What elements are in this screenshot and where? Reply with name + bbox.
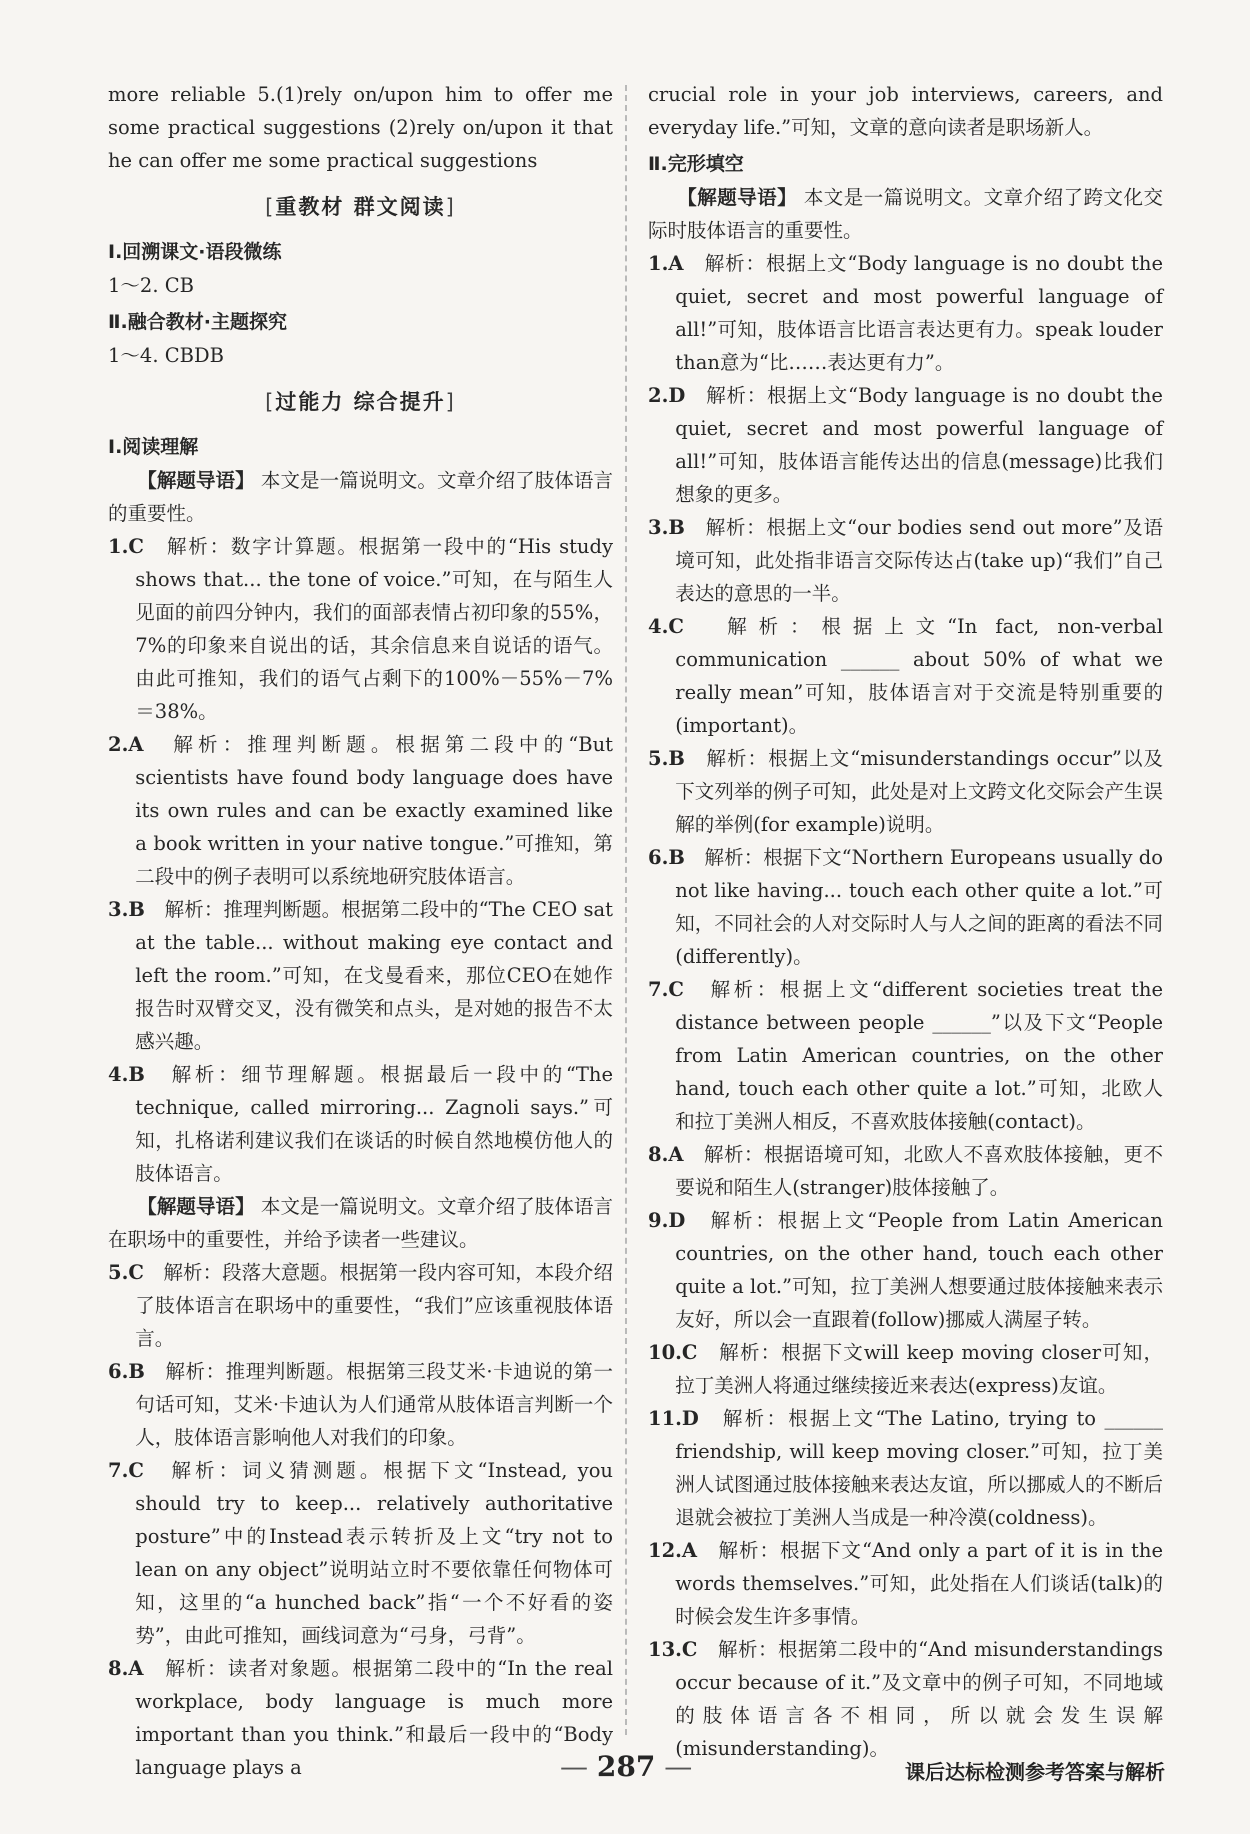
column-divider bbox=[625, 85, 627, 1735]
heading-cloze: Ⅱ.完形填空 bbox=[648, 153, 744, 175]
continued-text: crucial role in your job interviews, careers, and everyday life.”可知，文章的意向读者是职场新人。 bbox=[648, 83, 1163, 139]
heading-theme: Ⅱ.融合教材·主题探究 bbox=[108, 311, 287, 333]
answer-item: 8.A 解析：根据语境可知，北欧人不喜欢肢体接触，更不要说和陌生人(stranger)肢体接触了。 bbox=[648, 1143, 1163, 1199]
answer-item: 1.C 解析：数字计算题。根据第一段中的“His study shows that... the tone of voice.”可知，在与陌生人见面的前四分钟内，我们的面部表情占初印象的55%，7%的印象来自说出的话，其余信息来自说话的语气。由此可推知，我们的语气占剩下的100%－55%－7%＝38%。 bbox=[108, 535, 613, 723]
answer-item: 13.C 解析：根据第二段中的“And misunderstandings occur because of it.”及文章中的例子可知，不同地域的肢体语言各不相同，所以就会发生误解(misunderstanding)。 bbox=[648, 1638, 1163, 1760]
answer-item: 2.A 解析：推理判断题。根据第二段中的“But scientists have found body language does have its own rules and can be exactly examined like a book written in your native tongue.”可推知，第二段中的例子表明可以系统地研究肢体语言。 bbox=[108, 733, 613, 888]
answer-item: 3.B 解析：推理判断题。根据第二段中的“The CEO sat at the table... without making eye contact and left the room.”可知，在戈曼看来，那位CEO在她作报告时双臂交叉，没有微笑和点头，是对她的报告不太感兴趣。 bbox=[108, 898, 613, 1053]
answer-item: 6.B 解析：推理判断题。根据第三段艾米·卡迪说的第一句话可知，艾米·卡迪认为人们通常从肢体语言判断一个人，肢体语言影响他人对我们的印象。 bbox=[108, 1360, 613, 1449]
footer-title: 课后达标检测参考答案与解析 bbox=[905, 1760, 1165, 1784]
answer-item: 4.C 解析：根据上文“In fact, non-verbal communication ______ about 50% of what we really mean”可知，肢体语言对于交流是特别重要的(important)。 bbox=[648, 615, 1163, 737]
answer-item: 4.B 解析：细节理解题。根据最后一段中的“The technique, called mirroring... Zagnoli says.”可知，扎格诺利建议我们在谈话的时候自然地模仿他人的肢体语言。 bbox=[108, 1063, 613, 1185]
section-title-reading: [重教材 群文阅读] bbox=[265, 195, 456, 219]
answer-item: 9.D 解析：根据上文“People from Latin American countries, on the other hand, touch each other quite a lot.”可知，拉丁美洲人想要通过肢体接触来表示友好，所以会一直跟着(follow)挪威人满屋子转。 bbox=[648, 1209, 1163, 1331]
intro-text: more reliable 5.(1)rely on/upon him to offer me some practical suggestions (2)rely on/upon it that he can offer me some practical suggestions bbox=[108, 83, 613, 172]
answer-item: 2.D 解析：根据上文“Body language is no doubt the quiet, secret and most powerful language of all!”可知，肢体语言能传达出的信息(message)比我们想象的更多。 bbox=[648, 384, 1163, 506]
page-footer bbox=[0, 1750, 1250, 1790]
answer-theme: 1～4. CBDB bbox=[108, 344, 224, 367]
answer-item: 5.B 解析：根据上文“misunderstandings occur”以及下文列举的例子可知，此处是对上文跨文化交际会产生误解的举例(for example)说明。 bbox=[648, 747, 1163, 836]
answer-review: 1～2. CB bbox=[108, 274, 194, 297]
answer-item: 3.B 解析：根据上文“our bodies send out more”及语境可知，此处指非语言交际传达占(take up)“我们”自己表达的意思的一半。 bbox=[648, 516, 1163, 605]
guide-paragraph: 【解题导语】 本文是一篇说明文。文章介绍了跨文化交际时肢体语言的重要性。 bbox=[648, 186, 1163, 242]
answer-item: 12.A 解析：根据下文“And only a part of it is in the words themselves.”可知，此处指在人们谈话(talk)的时候会发生许多事情。 bbox=[648, 1539, 1163, 1628]
section-title-ability: [过能力 综合提升] bbox=[265, 390, 456, 414]
answer-item: 11.D 解析：根据上文“The Latino, trying to ______ friendship, will keep moving closer.”可知，拉丁美洲人试图通过肢体接触来表达友谊，所以挪威人的不断后退就会被拉丁美洲人当成是一种冷漠(coldness)。 bbox=[648, 1407, 1163, 1529]
page-number: — 287 — bbox=[560, 1750, 693, 1783]
right-column bbox=[648, 78, 1163, 1765]
heading-review: Ⅰ.回溯课文·语段微练 bbox=[108, 241, 282, 263]
heading-reading: Ⅰ.阅读理解 bbox=[108, 436, 199, 458]
answer-item: 10.C 解析：根据下文will keep moving closer可知，拉丁美洲人将通过继续接近来表达(express)友谊。 bbox=[648, 1341, 1163, 1397]
answer-item: 8.A 解析：读者对象题。根据第二段中的“In the real workplace, body language is much more important than you think.”和最后一段中的“Body language plays a bbox=[108, 1657, 613, 1779]
answer-item: 7.C 解析：词义猜测题。根据下文“Instead, you should try to keep... relatively authoritative posture”中的Instead表示转折及上文“try not to lean on any object”说明站立时不要依靠任何物体可知，这里的“a hunched back”指“一个不好看的姿势”，由此可推知，画线词意为“弓身，弓背”。 bbox=[108, 1459, 613, 1647]
left-column bbox=[108, 78, 613, 1784]
guide-paragraph: 【解题导语】 本文是一篇说明文。文章介绍了肢体语言在职场中的重要性，并给予读者一些建议。 bbox=[108, 1195, 613, 1251]
answer-item: 6.B 解析：根据下文“Northern Europeans usually do not like having... touch each other quite a lot.”可知，不同社会的人对交际时人与人之间的距离的看法不同(differently)。 bbox=[648, 846, 1163, 968]
answer-item: 1.A 解析：根据上文“Body language is no doubt the quiet, secret and most powerful language of all!”可知，肢体语言比语言表达更有力。speak louder than意为“比……表达更有力”。 bbox=[648, 252, 1163, 374]
guide-paragraph: 【解题导语】 本文是一篇说明文。文章介绍了肢体语言的重要性。 bbox=[108, 469, 613, 525]
answer-item: 5.C 解析：段落大意题。根据第一段内容可知，本段介绍了肢体语言在职场中的重要性，“我们”应该重视肢体语言。 bbox=[108, 1261, 613, 1350]
answer-item: 7.C 解析：根据上文“different societies treat the distance between people ______”以及下文“People from Latin American countries, on the other hand, touch each other quite a lot.”可知，北欧人和拉丁美洲人相反，不喜欢肢体接触(contact)。 bbox=[648, 978, 1163, 1133]
